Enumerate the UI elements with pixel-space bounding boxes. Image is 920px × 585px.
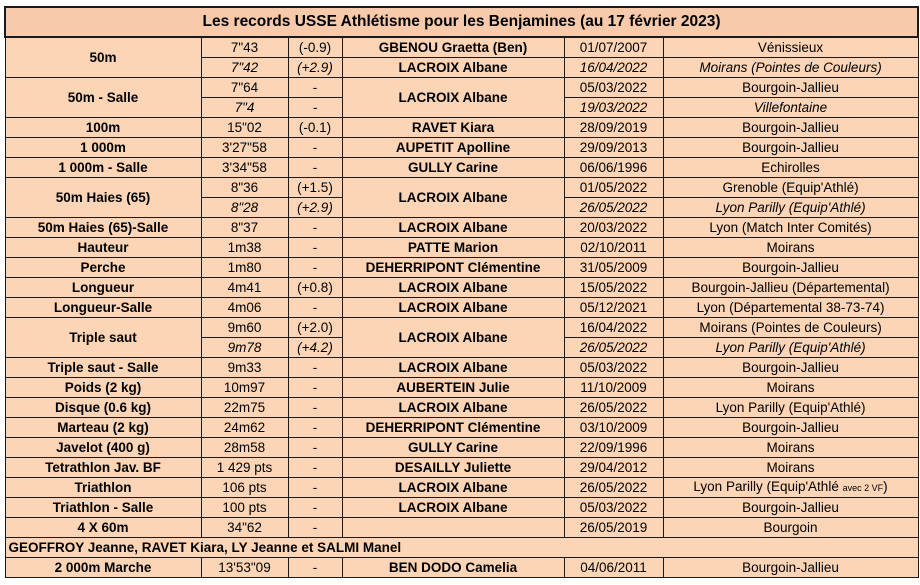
event-name: Triple saut - Salle bbox=[5, 358, 201, 378]
performance: 1m38 bbox=[201, 238, 288, 258]
record-date: 26/05/2022 bbox=[564, 478, 663, 498]
record-date: 01/07/2007 bbox=[564, 37, 663, 58]
wind: (+0.8) bbox=[288, 278, 342, 298]
record-row bbox=[5, 278, 918, 298]
record-date: 29/04/2012 bbox=[564, 458, 663, 478]
event-name: 50m bbox=[5, 37, 201, 78]
place-text: Bourgoin-Jallieu bbox=[742, 259, 839, 275]
record-row bbox=[5, 258, 918, 278]
place-text: Moirans (Pointes de Couleurs) bbox=[699, 319, 882, 335]
place-text: Moirans bbox=[766, 239, 815, 255]
record-place bbox=[663, 478, 918, 498]
record-date: 26/05/2022 bbox=[564, 398, 663, 418]
record-place bbox=[663, 378, 918, 398]
record-row bbox=[5, 158, 918, 178]
performance: 8"37 bbox=[201, 218, 288, 238]
place-end: ) bbox=[883, 479, 888, 494]
athlete-name: BEN DODO Camelia bbox=[342, 558, 564, 578]
wind: (-0.1) bbox=[288, 118, 342, 138]
athlete-name: LACROIX Albane bbox=[342, 398, 564, 418]
event-name: 2 000m Marche bbox=[5, 558, 201, 578]
performance: 13'53"09 bbox=[201, 558, 288, 578]
athlete-name: LACROIX Albane bbox=[342, 178, 564, 218]
event-name: 4 X 60m bbox=[5, 518, 201, 538]
record-row bbox=[5, 418, 918, 438]
record-place bbox=[663, 258, 918, 278]
wind: - bbox=[288, 398, 342, 418]
place-text: Moirans bbox=[766, 379, 815, 395]
event-name: Marteau (2 kg) bbox=[5, 418, 201, 438]
record-place bbox=[663, 458, 918, 478]
record-place bbox=[663, 318, 918, 338]
record-date: 29/09/2013 bbox=[564, 138, 663, 158]
record-date: 11/10/2009 bbox=[564, 378, 663, 398]
performance: 10m97 bbox=[201, 378, 288, 398]
wind: - bbox=[288, 238, 342, 258]
record-place bbox=[663, 98, 918, 118]
record-date: 06/06/1996 bbox=[564, 158, 663, 178]
performance: 1 429 pts bbox=[201, 458, 288, 478]
wind: - bbox=[288, 358, 342, 378]
record-place bbox=[663, 118, 918, 138]
place-note: avec 2 VF bbox=[842, 483, 884, 493]
athlete-name: PATTE Marion bbox=[342, 238, 564, 258]
athlete-name: DEHERRIPONT Clémentine bbox=[342, 418, 564, 438]
performance: 100 pts bbox=[201, 498, 288, 518]
record-place bbox=[663, 518, 918, 538]
performance: 28m58 bbox=[201, 438, 288, 458]
record-date: 16/04/2022 bbox=[564, 318, 663, 338]
athlete-name: GULLY Carine bbox=[342, 438, 564, 458]
title-row bbox=[5, 7, 918, 37]
place-text: Lyon (Départemental 38-73-74) bbox=[696, 299, 885, 315]
place-text: Villefontaine bbox=[753, 99, 828, 115]
record-date: 01/05/2022 bbox=[564, 178, 663, 198]
event-name: 50m Haies (65) bbox=[5, 178, 201, 218]
place-text: Vénissieux bbox=[757, 39, 824, 55]
record-row bbox=[5, 458, 918, 478]
place-text: Echirolles bbox=[761, 159, 820, 175]
record-date: 05/03/2022 bbox=[564, 78, 663, 98]
record-row bbox=[5, 118, 918, 138]
wind: - bbox=[288, 158, 342, 178]
athlete-name: LACROIX Albane bbox=[342, 478, 564, 498]
athlete-name: GBENOU Graetta (Ben) bbox=[342, 37, 564, 58]
record-place bbox=[663, 58, 918, 78]
event-name: Triathlon bbox=[5, 478, 201, 498]
performance: 8"36 bbox=[201, 178, 288, 198]
record-place bbox=[663, 238, 918, 258]
athlete-name: AUBERTEIN Julie bbox=[342, 378, 564, 398]
wind: - bbox=[288, 258, 342, 278]
wind: (+2.0) bbox=[288, 318, 342, 338]
place-text: Bourgoin-Jallieu (Départemental) bbox=[691, 279, 890, 295]
performance: 4m06 bbox=[201, 298, 288, 318]
place-text: Moirans bbox=[766, 459, 815, 475]
record-date: 31/05/2009 bbox=[564, 258, 663, 278]
wind: - bbox=[288, 478, 342, 498]
event-name: Perche bbox=[5, 258, 201, 278]
athlete-name: LACROIX Albane bbox=[342, 498, 564, 518]
record-date: 05/03/2022 bbox=[564, 498, 663, 518]
place-text: Bourgoin bbox=[763, 519, 818, 535]
performance: 34"62 bbox=[201, 518, 288, 538]
wind: (+1.5) bbox=[288, 178, 342, 198]
wind: - bbox=[288, 418, 342, 438]
performance: 9m33 bbox=[201, 358, 288, 378]
wind: - bbox=[288, 98, 342, 118]
team-row bbox=[5, 538, 918, 558]
event-name: Disque (0.6 kg) bbox=[5, 398, 201, 418]
athlete-name: DEHERRIPONT Clémentine bbox=[342, 258, 564, 278]
record-row bbox=[5, 238, 918, 258]
performance: 9m78 bbox=[201, 338, 288, 358]
record-row bbox=[5, 378, 918, 398]
wind: - bbox=[288, 298, 342, 318]
place-text: Bourgoin-Jallieu bbox=[742, 119, 839, 135]
performance: 3'27"58 bbox=[201, 138, 288, 158]
event-name: Triple saut bbox=[5, 318, 201, 358]
athlete-name: DESAILLY Juliette bbox=[342, 458, 564, 478]
wind: - bbox=[288, 438, 342, 458]
wind: - bbox=[288, 378, 342, 398]
performance: 22m75 bbox=[201, 398, 288, 418]
record-row bbox=[5, 78, 918, 98]
place-text: Bourgoin-Jallieu bbox=[742, 419, 839, 435]
performance: 7"4 bbox=[201, 98, 288, 118]
performance: 4m41 bbox=[201, 278, 288, 298]
performance: 7"64 bbox=[201, 78, 288, 98]
place-text: Lyon (Match Inter Comités) bbox=[709, 219, 872, 235]
performance: 7"43 bbox=[201, 37, 288, 58]
wind: - bbox=[288, 518, 342, 538]
record-place bbox=[663, 498, 918, 518]
place-text: Bourgoin-Jallieu bbox=[742, 499, 839, 515]
record-row bbox=[5, 37, 918, 58]
record-date: 05/12/2021 bbox=[564, 298, 663, 318]
wind: (+4.2) bbox=[288, 338, 342, 358]
athlete-name: LACROIX Albane bbox=[342, 298, 564, 318]
wind: - bbox=[288, 558, 342, 578]
record-place bbox=[663, 558, 918, 578]
record-row bbox=[5, 358, 918, 378]
performance: 106 pts bbox=[201, 478, 288, 498]
record-row bbox=[5, 498, 918, 518]
place-text: Lyon Parilly (Equip'Athlé) bbox=[715, 199, 866, 215]
place-text: Lyon Parilly (Equip'Athlé) bbox=[715, 339, 866, 355]
performance: 24m62 bbox=[201, 418, 288, 438]
event-name: Longueur-Salle bbox=[5, 298, 201, 318]
record-place bbox=[663, 198, 918, 218]
athlete-name: RAVET Kiara bbox=[342, 118, 564, 138]
record-date: 22/09/1996 bbox=[564, 438, 663, 458]
event-name: 50m - Salle bbox=[5, 78, 201, 118]
record-place bbox=[663, 438, 918, 458]
athlete-name: GULLY Carine bbox=[342, 158, 564, 178]
wind: (+2.9) bbox=[288, 198, 342, 218]
athlete-name: LACROIX Albane bbox=[342, 278, 564, 298]
record-row bbox=[5, 178, 918, 198]
event-name: Longueur bbox=[5, 278, 201, 298]
wind: (+2.9) bbox=[288, 58, 342, 78]
wind: - bbox=[288, 218, 342, 238]
place-text: Bourgoin-Jallieu bbox=[742, 359, 839, 375]
record-date: 03/10/2009 bbox=[564, 418, 663, 438]
record-date: 19/03/2022 bbox=[564, 98, 663, 118]
record-date: 26/05/2019 bbox=[564, 518, 663, 538]
record-place bbox=[663, 398, 918, 418]
place-text: Moirans (Pointes de Couleurs) bbox=[699, 59, 882, 75]
record-date: 26/05/2022 bbox=[564, 338, 663, 358]
record-date: 20/03/2022 bbox=[564, 218, 663, 238]
wind: - bbox=[288, 498, 342, 518]
relay-team-names: GEOFFROY Jeanne, RAVET Kiara, LY Jeanne et SALMI Manel bbox=[5, 538, 918, 558]
performance: 15"02 bbox=[201, 118, 288, 138]
record-date: 16/04/2022 bbox=[564, 58, 663, 78]
place-text: Bourgoin-Jallieu bbox=[742, 559, 839, 575]
record-row bbox=[5, 138, 918, 158]
record-row bbox=[5, 438, 918, 458]
record-place bbox=[663, 78, 918, 98]
event-name: 50m Haies (65)-Salle bbox=[5, 218, 201, 238]
record-place bbox=[663, 338, 918, 358]
record-row bbox=[5, 478, 918, 498]
performance: 8"28 bbox=[201, 198, 288, 218]
event-name: 1 000m - Salle bbox=[5, 158, 201, 178]
record-row bbox=[5, 218, 918, 238]
record-date: 15/05/2022 bbox=[564, 278, 663, 298]
place-text: Lyon Parilly (Equip'Athlé bbox=[693, 479, 839, 494]
record-date: 05/03/2022 bbox=[564, 358, 663, 378]
performance: 7"42 bbox=[201, 58, 288, 78]
records-sheet bbox=[4, 6, 917, 578]
record-place bbox=[663, 278, 918, 298]
record-row bbox=[5, 518, 918, 538]
record-date: 02/10/2011 bbox=[564, 238, 663, 258]
performance: 3'34"58 bbox=[201, 158, 288, 178]
athlete-name: LACROIX Albane bbox=[342, 78, 564, 118]
performance: 9m60 bbox=[201, 318, 288, 338]
record-place bbox=[663, 218, 918, 238]
record-date: 04/06/2011 bbox=[564, 558, 663, 578]
athlete-name: LACROIX Albane bbox=[342, 218, 564, 238]
wind: - bbox=[288, 78, 342, 98]
record-row bbox=[5, 318, 918, 338]
event-name: 1 000m bbox=[5, 138, 201, 158]
record-place bbox=[663, 358, 918, 378]
record-date: 26/05/2022 bbox=[564, 198, 663, 218]
record-row bbox=[5, 558, 918, 578]
performance: 1m80 bbox=[201, 258, 288, 278]
place-text: Bourgoin-Jallieu bbox=[742, 139, 839, 155]
records-table bbox=[4, 6, 919, 578]
wind: (-0.9) bbox=[288, 37, 342, 58]
wind: - bbox=[288, 458, 342, 478]
record-row bbox=[5, 298, 918, 318]
record-place bbox=[663, 37, 918, 58]
event-name: 100m bbox=[5, 118, 201, 138]
athlete-name: LACROIX Albane bbox=[342, 358, 564, 378]
record-place bbox=[663, 158, 918, 178]
wind: - bbox=[288, 138, 342, 158]
event-name: Poids (2 kg) bbox=[5, 378, 201, 398]
record-row bbox=[5, 398, 918, 418]
athlete-name bbox=[342, 518, 564, 538]
record-place bbox=[663, 298, 918, 318]
place-text: Moirans bbox=[766, 439, 815, 455]
record-place bbox=[663, 138, 918, 158]
event-name: Tetrathlon Jav. BF bbox=[5, 458, 201, 478]
record-date: 28/09/2019 bbox=[564, 118, 663, 138]
event-name: Javelot (400 g) bbox=[5, 438, 201, 458]
record-place bbox=[663, 418, 918, 438]
page-title: Les records USSE Athlétisme pour les Benjamines (au 17 février 2023) bbox=[5, 7, 918, 37]
place-text: Grenoble (Equip'Athlé) bbox=[722, 179, 859, 195]
event-name: Hauteur bbox=[5, 238, 201, 258]
record-place bbox=[663, 178, 918, 198]
athlete-name: AUPETIT Apolline bbox=[342, 138, 564, 158]
athlete-name: LACROIX Albane bbox=[342, 318, 564, 358]
athlete-name: LACROIX Albane bbox=[342, 58, 564, 78]
event-name: Triathlon - Salle bbox=[5, 498, 201, 518]
place-text: Lyon Parilly (Equip'Athlé) bbox=[715, 399, 866, 415]
place-text: Bourgoin-Jallieu bbox=[742, 79, 839, 95]
